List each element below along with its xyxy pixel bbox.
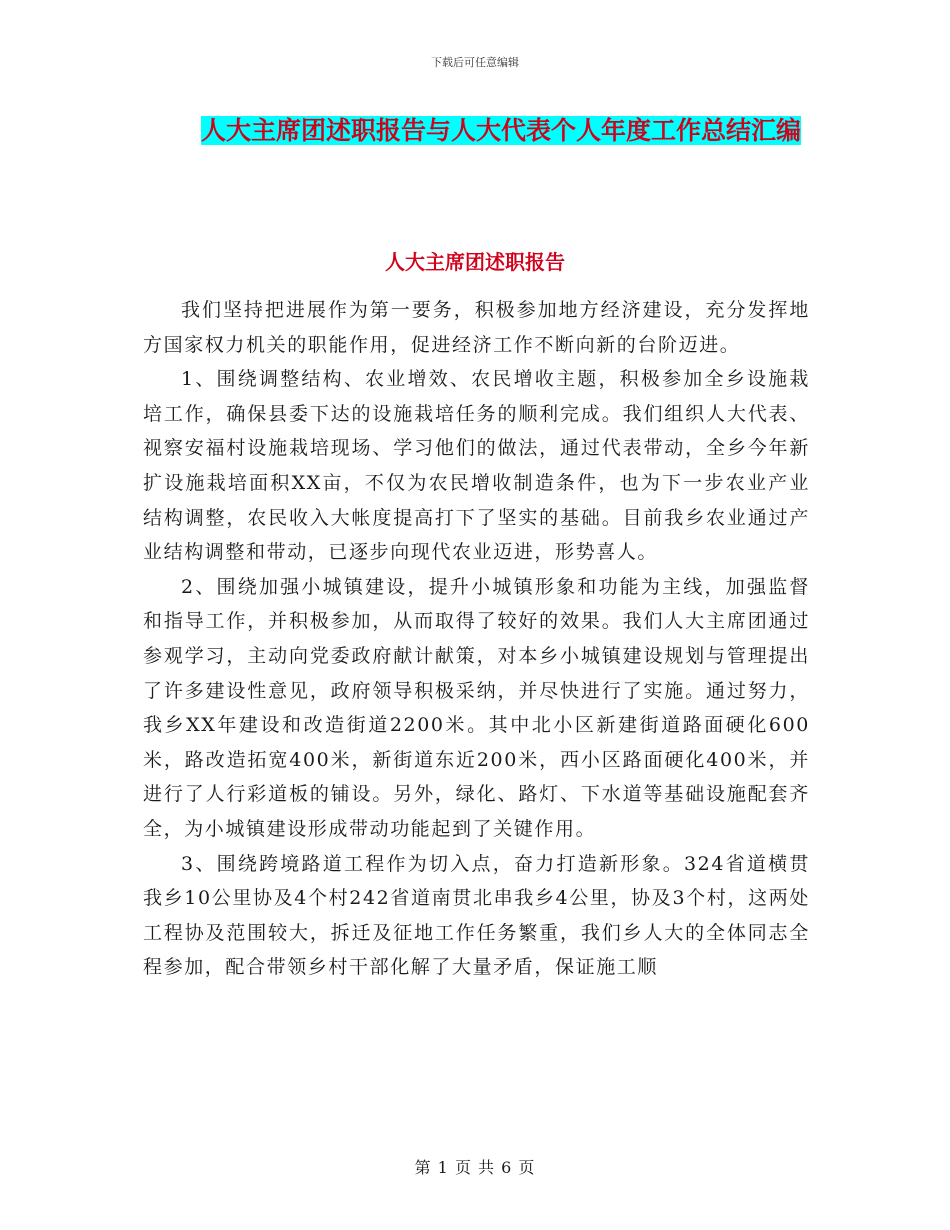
page-footer: 第 1 页 共 6 页 <box>414 1158 536 1177</box>
paragraph: 我们坚持把进展作为第一要务，积极参加地方经济建设，充分发挥地方国家权力机关的职能作用，促进经济工作不断向新的台阶迈进。 <box>143 299 810 356</box>
paragraph: 1、围绕调整结构、农业增效、农民增收主题，积极参加全乡设施栽培工作，确保县委下达的设施栽培任务的顺利完成。我们组织人大代表、视察安福村设施栽培现场、学习他们的做法，通过代表带动，全乡今年新扩设施栽培面积XX亩，不仅为农民增收制造条件，也为下一步农业产业结构调整，农民收入大帐度提高打下了坚实的基础。目前我乡农业通过产业结构调整和带动，已逐步向现代农业迈进，形势喜人。 <box>143 368 810 564</box>
document-title <box>196 108 806 154</box>
section-title: 人大主席团述职报告 <box>385 250 565 274</box>
paragraph: 2、围绕加强小城镇建设，提升小城镇形象和功能为主线，加强监督和指导工作，并积极参加，从而取得了较好的效果。我们人大主席团通过参观学习，主动向党委政府献计献策，对本乡小城镇建设规划与管理提出了许多建设性意见，政府领导积极采纳，并尽快进行了实施。通过努力，我乡XX年建设和改造街道2200米。其中北小区新建街道路面硬化600米，路改造拓宽400米，新街道东近200米，西小区路面硬化400米，并进行了人行彩道板的铺设。另外，绿化、路灯、下水道等基础设施配套齐全，为小城镇建设形成带动功能起到了关键作用。 <box>143 575 810 840</box>
body-text <box>143 293 810 985</box>
header-note: 下载后可任意编辑 <box>431 56 519 69</box>
document-title-text: 人大主席团述职报告与人大代表个人年度工作总结汇编 <box>200 116 801 145</box>
paragraph: 3、围绕跨境路道工程作为切入点，奋力打造新形象。324省道横贯我乡10公里协及4个村242省道南贯北串我乡4公里，协及3个村，这两处工程协及范围较大，拆迁及征地工作任务繁重，我们乡人大的全体同志全程参加，配合带领乡村干部化解了大量矛盾，保证施工顺 <box>143 852 810 979</box>
